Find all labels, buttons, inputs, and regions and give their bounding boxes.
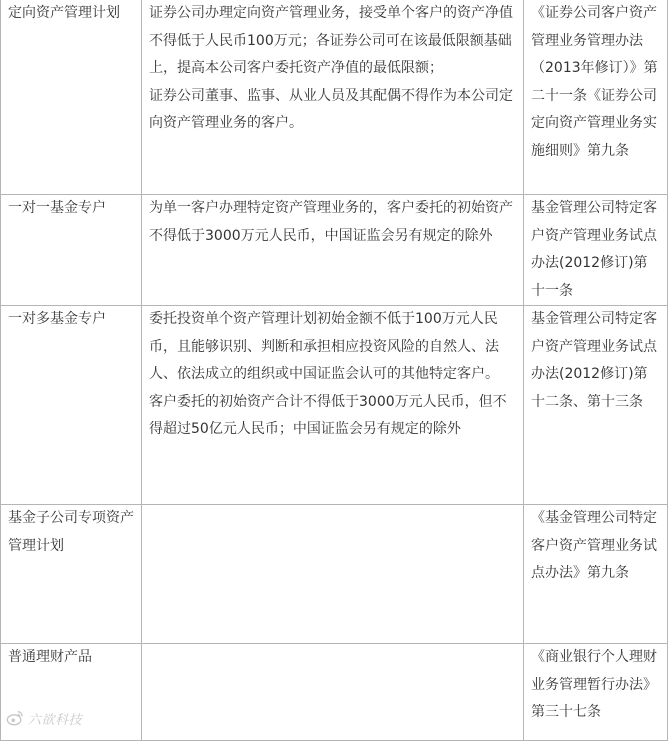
product-type-cell: 定向资产管理计划 xyxy=(1,0,142,195)
table-row xyxy=(1,644,668,741)
product-type-cell: 普通理财产品 xyxy=(1,644,142,741)
product-type-cell: 基金子公司专项资产管理计划 xyxy=(1,505,142,644)
watermark xyxy=(6,707,82,729)
table-row xyxy=(1,505,668,644)
requirements-cell xyxy=(142,0,524,195)
requirement-paragraph: 证券公司董事、监事、从业人员及其配偶不得作为本公司定向资产管理业务的客户。 xyxy=(149,87,513,131)
requirement-paragraph: 委托投资单个资产管理计划初始金额不低于100万元人民币，且能够识别、判断和承担相应投资风险的自然人、法人、依法成立的组织或中国证监会认可的其他特定客户。 xyxy=(149,311,499,382)
requirements-cell xyxy=(142,505,524,644)
requirements-cell xyxy=(142,195,524,306)
legal-basis-cell: 《证券公司客户资产管理业务管理办法（2013年修订）》第二十一条《证券公司定向资产管理业务实施细则》第九条 xyxy=(524,0,668,195)
legal-basis-cell: 基金管理公司特定客户资产管理业务试点办法(2012修订)第十一条 xyxy=(524,195,668,306)
legal-basis-cell: 基金管理公司特定客户资产管理业务试点办法(2012修订)第十二条、第十三条 xyxy=(524,306,668,505)
requirements-cell xyxy=(142,306,524,505)
requirement-paragraph: 为单一客户办理特定资产管理业务的，客户委托的初始资产不得低于3000万元人民币，中国证监会另有规定的除外 xyxy=(149,200,513,244)
table-row xyxy=(1,306,668,505)
requirement-paragraph: 证券公司办理定向资产管理业务，接受单个客户的资产净值不得低于人民币100万元；各证券公司可在该最低限额基础上，提高本公司客户委托资产净值的最低限额； xyxy=(149,5,513,76)
legal-basis-cell: 《商业银行个人理财业务管理暂行办法》第三十七条 xyxy=(524,644,668,741)
table-row xyxy=(1,195,668,306)
product-type-cell: 一对多基金专户 xyxy=(1,306,142,505)
requirement-paragraph: 客户委托的初始资产合计不得低于3000万元人民币，但不得超过50亿元人民币；中国证监会另有规定的除外 xyxy=(149,393,507,437)
requirements-cell xyxy=(142,644,524,741)
weibo-logo-icon xyxy=(6,709,24,727)
table-row xyxy=(1,0,668,195)
product-type-cell: 一对一基金专户 xyxy=(1,195,142,306)
watermark-text: 六欲科技 xyxy=(28,712,83,728)
legal-basis-cell: 《基金管理公司特定客户资产管理业务试点办法》第九条 xyxy=(524,505,668,644)
